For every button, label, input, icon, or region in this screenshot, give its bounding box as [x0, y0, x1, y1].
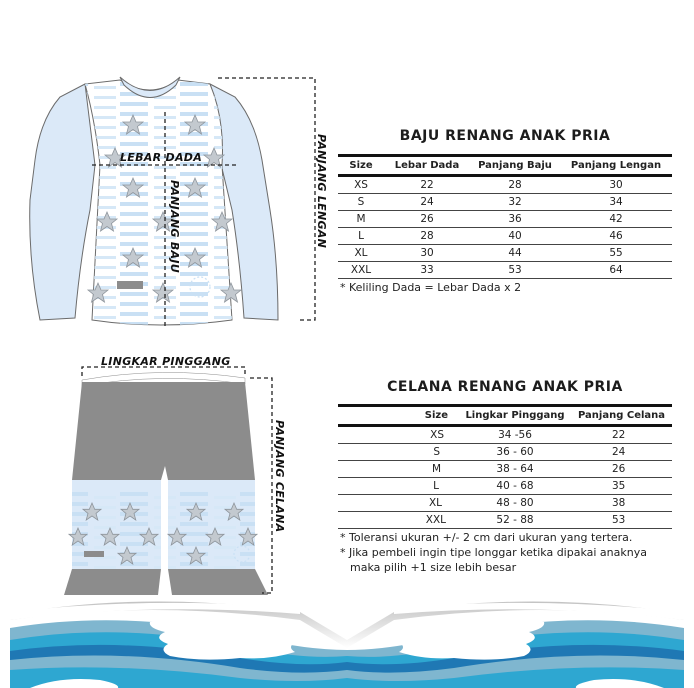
header-panjang-lengan: Panjang Lengan [560, 156, 672, 176]
cell-size: L [338, 478, 456, 495]
wave-decoration [0, 596, 694, 688]
table-row [338, 495, 672, 512]
cell-panjang-baju: 36 [470, 211, 560, 228]
table-row [338, 176, 672, 194]
header-size: Size [338, 406, 456, 426]
table-row [338, 478, 672, 495]
header-size: Size [338, 156, 384, 176]
celana-table-title: CELANA RENANG ANAK PRIA [387, 379, 623, 395]
cell-panjang-lengan: 42 [560, 211, 672, 228]
cell-panjang-lengan: 55 [560, 245, 672, 262]
table-row [338, 444, 672, 461]
table-header-row [338, 406, 672, 426]
cell-size: XS [338, 176, 384, 194]
celana-note-2: * Jika pembeli ingin tipe longgar ketika dipakai anaknya [340, 546, 647, 559]
cell-size: S [338, 444, 456, 461]
header-lebar-dada: Lebar Dada [384, 156, 470, 176]
cell-panjang-celana: 22 [574, 426, 672, 444]
cell-lebar-dada: 33 [384, 262, 470, 279]
header-lingkar-pinggang: Lingkar Pinggang [456, 406, 574, 426]
cell-size: M [338, 211, 384, 228]
table-header-row [338, 156, 672, 176]
cell-panjang-baju: 44 [470, 245, 560, 262]
cell-size: M [338, 461, 456, 478]
celana-note-1: * Toleransi ukuran +/- 2 cm dari ukuran yang tertera. [340, 531, 633, 544]
cell-panjang-baju: 40 [470, 228, 560, 245]
cell-panjang-lengan: 30 [560, 176, 672, 194]
cell-size: XS [338, 426, 456, 444]
panjang-celana-label: PANJANG CELANA [273, 420, 286, 533]
cell-lingkar-pinggang: 40 - 68 [456, 478, 574, 495]
baju-note: * Keliling Dada = Lebar Dada x 2 [340, 281, 522, 294]
panjang-baju-label: PANJANG BAJU [168, 180, 181, 273]
cell-lingkar-pinggang: 52 - 88 [456, 512, 574, 529]
cell-panjang-baju: 53 [470, 262, 560, 279]
cell-panjang-lengan: 46 [560, 228, 672, 245]
table-row [338, 426, 672, 444]
header-panjang-celana: Panjang Celana [574, 406, 672, 426]
cell-lebar-dada: 22 [384, 176, 470, 194]
cell-panjang-celana: 35 [574, 478, 672, 495]
cell-panjang-celana: 26 [574, 461, 672, 478]
cell-lingkar-pinggang: 48 - 80 [456, 495, 574, 512]
cell-lingkar-pinggang: 34 -56 [456, 426, 574, 444]
lebar-dada-label: LEBAR DADA [120, 151, 203, 164]
shirt-illustration [0, 0, 340, 340]
cell-lingkar-pinggang: 36 - 60 [456, 444, 574, 461]
table-row [338, 211, 672, 228]
cell-lebar-dada: 30 [384, 245, 470, 262]
table-row [338, 245, 672, 262]
celana-size-table [338, 404, 672, 529]
cell-size: XXL [338, 512, 456, 529]
cell-lebar-dada: 24 [384, 194, 470, 211]
pants-illustration [0, 340, 300, 600]
cell-size: XXL [338, 262, 384, 279]
lingkar-pinggang-label: LINGKAR PINGGANG [101, 355, 231, 368]
cell-panjang-celana: 24 [574, 444, 672, 461]
celana-note-3: maka pilih +1 size lebih besar [350, 561, 517, 574]
cell-panjang-celana: 38 [574, 495, 672, 512]
cell-panjang-lengan: 34 [560, 194, 672, 211]
panjang-lengan-label: PANJANG LENGAN [315, 134, 328, 249]
cell-panjang-baju: 32 [470, 194, 560, 211]
cell-panjang-lengan: 64 [560, 262, 672, 279]
baju-size-table [338, 154, 672, 279]
table-row [338, 461, 672, 478]
cell-size: XL [338, 495, 456, 512]
cell-size: S [338, 194, 384, 211]
cell-size: L [338, 228, 384, 245]
table-row [338, 228, 672, 245]
baju-table-title: BAJU RENANG ANAK PRIA [399, 128, 611, 144]
header-panjang-baju: Panjang Baju [470, 156, 560, 176]
cell-lingkar-pinggang: 38 - 64 [456, 461, 574, 478]
table-row [338, 262, 672, 279]
cell-lebar-dada: 26 [384, 211, 470, 228]
table-row [338, 512, 672, 529]
cell-size: XL [338, 245, 384, 262]
cell-panjang-baju: 28 [470, 176, 560, 194]
cell-panjang-celana: 53 [574, 512, 672, 529]
table-row [338, 194, 672, 211]
cell-lebar-dada: 28 [384, 228, 470, 245]
